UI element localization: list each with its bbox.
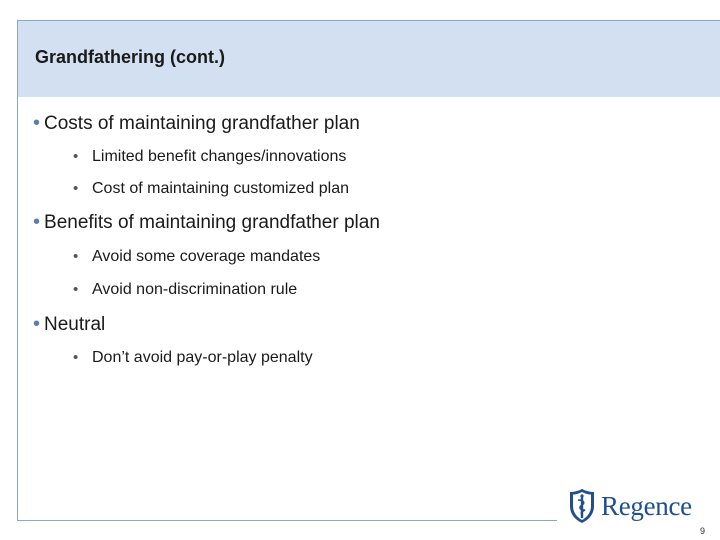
bullet-text: Costs of maintaining grandfather plan: [44, 113, 360, 134]
bullet-costs: [33, 112, 360, 135]
sub-bullet-text: Limited benefit changes/innovations: [92, 148, 347, 165]
bullet-marker: •: [33, 211, 41, 233]
sub-bullet-marker: •: [73, 180, 79, 197]
sub-bullet-coverage-mandates: [73, 248, 320, 266]
sub-bullet-non-discrimination: [73, 281, 297, 299]
slide-title: Grandfathering (cont.): [35, 47, 225, 67]
logo-wordmark: Regence: [601, 491, 692, 521]
sub-bullet-customized-plan: [73, 180, 349, 198]
sub-bullet-marker: •: [73, 148, 79, 165]
sub-bullet-text: Don’t avoid pay-or-play penalty: [92, 349, 313, 366]
bullet-marker: •: [33, 112, 41, 134]
sub-bullet-text: Cost of maintaining customized plan: [92, 180, 350, 197]
bullet-benefits: [33, 211, 380, 234]
sub-bullet-marker: •: [73, 349, 79, 366]
sub-bullet-text: Avoid some coverage mandates: [92, 248, 321, 265]
sub-bullet-pay-or-play: [73, 349, 313, 367]
bullet-neutral: [33, 313, 105, 336]
sub-bullet-text: Avoid non-discrimination rule: [92, 281, 298, 298]
sub-bullet-limited-benefit: [73, 148, 346, 166]
bullet-text: Neutral: [44, 314, 106, 335]
sub-bullet-marker: •: [73, 281, 79, 298]
shield-icon: [569, 488, 595, 524]
sub-bullet-marker: •: [73, 248, 79, 265]
regence-logo: [569, 488, 704, 526]
frame-bottom-line: [17, 520, 557, 521]
bullet-text: Benefits of maintaining grandfather plan: [44, 212, 380, 233]
bullet-marker: •: [33, 313, 41, 335]
page-number: 9: [700, 526, 706, 536]
